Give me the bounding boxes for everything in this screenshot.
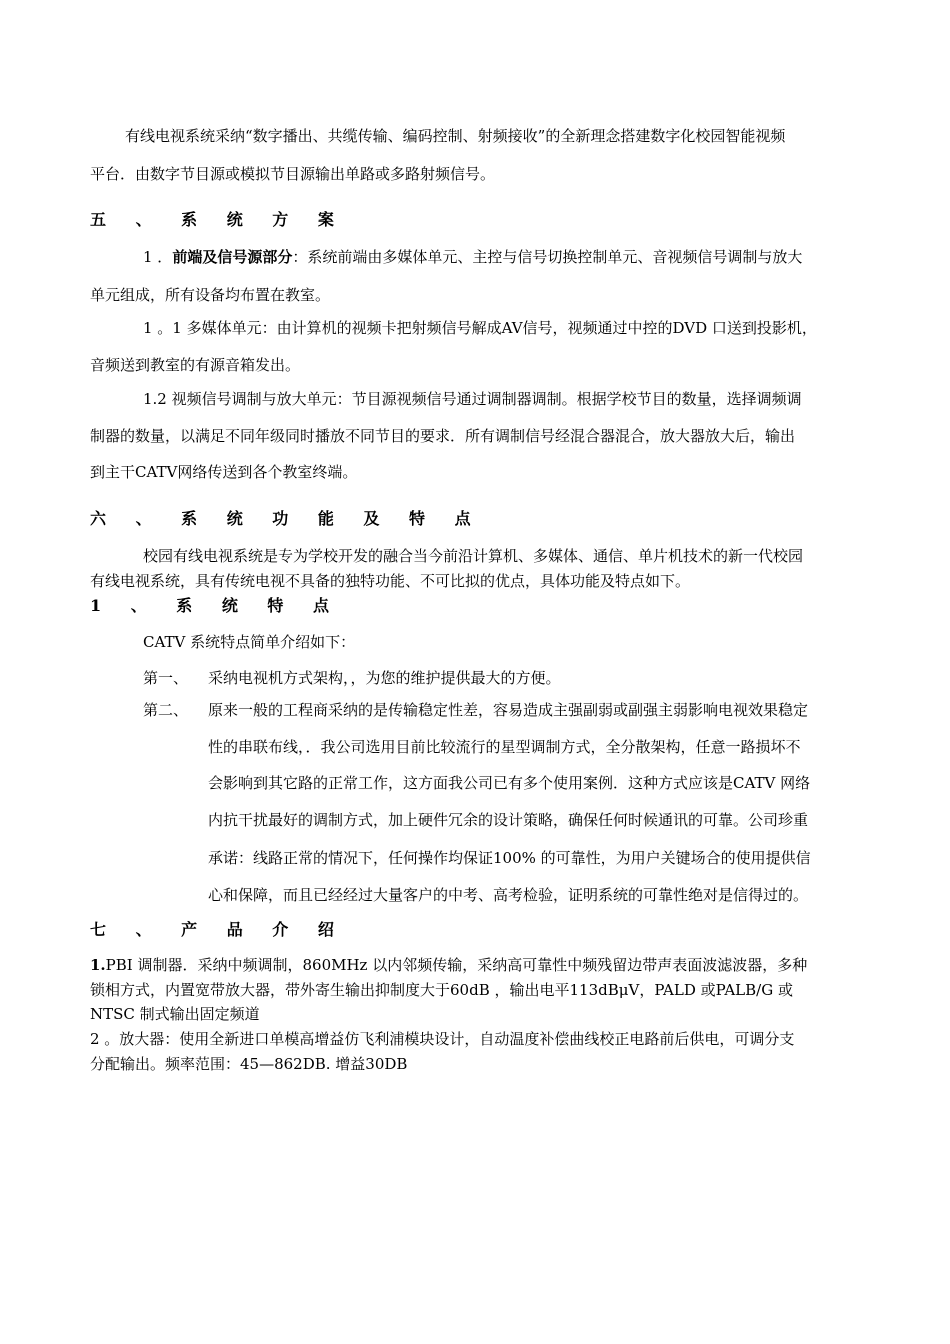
section-6-intro-line-2: 有线电视系统，具有传统电视不具备的独特功能、不可比拟的优点，具体功能及特点如下。 [90, 572, 691, 590]
product-number: 1. [90, 956, 106, 974]
item-2-line: 原来一般的工程商采纳的是传输稳定性差，容易造成主强副弱或副强主弱影响电视效果稳定 [208, 701, 809, 719]
section-5-para-3-line-1: 1.2 视频信号调制与放大单元：节目源视频信号通过调制器调制。根据学校节目的数量，选择调频调 [143, 390, 802, 408]
section-5-para-3-line-3: 到主干CATV网络传送到各个教室终端。 [90, 463, 358, 481]
section-6-intro-line-1: 校园有线电视系统是专为学校开发的融合当今前沿计算机、多媒体、通信、单片机技术的新一代校园 [143, 547, 804, 565]
product-1-line-2: 锁相方式，内置宽带放大器，带外寄生输出抑制度大于60dB ，输出电平113dBμV，PALD 或PALB/G 或 [90, 981, 793, 999]
section-6-heading: 六 、 系 统 功 能 及 特 点 [90, 509, 483, 528]
section-7-heading: 七 、 产 品 介 绍 [90, 920, 346, 939]
section-5-para-2-line-1: 1 。1 多媒体单元：由计算机的视频卡把射频信号解成AV信号，视频通过中控的DVD 口送到投影机， [143, 319, 817, 337]
item-1-text: 采纳电视机方式架构，，为您的维护提供最大的方便。 [208, 669, 561, 687]
section-5-para-1-line-1 [143, 247, 802, 267]
item-2-label: 第二、 [143, 701, 189, 719]
product-1-line-1 [90, 955, 807, 975]
catv-intro: CATV 系统特点简单介绍如下： [143, 633, 356, 651]
product-2-line-2: 分配输出。频率范围：45—862DB. 增益30DB [90, 1055, 408, 1073]
product-text: PBI 调制器．采纳中频调制，860MHz 以内邻频传输，采纳高可靠性中频残留边带声表面波滤波器，多种 [105, 956, 808, 974]
product-2-line-1: 2 。放大器：使用全新进口单模高增益仿飞利浦模块设计，自动温度补偿曲线校正电路前后供电，可调分支 [90, 1030, 795, 1048]
product-1-line-3: NTSC 制式输出固定频道 [90, 1005, 260, 1023]
section-5-para-3-line-2: 制器的数量，以满足不同年级同时播放不同节目的要求．所有调制信号经混合器混合，放大器放大后，输出 [90, 427, 796, 445]
item-1-label: 第一、 [143, 669, 189, 687]
para-number: 1 ． [143, 248, 173, 266]
item-2-line: 承诺：线路正常的情况下，任何操作均保证100% 的可靠性，为用户关键场合的使用提供信 [208, 849, 811, 867]
subsection-heading: 1 、 系 统 特 点 [90, 596, 341, 615]
section-5-heading: 五 、 系 统 方 案 [90, 210, 346, 229]
intro-line-2: 平台．由数字节目源或模拟节目源输出单路或多路射频信号。 [90, 165, 496, 183]
item-2-line: 性的串联布线，．我公司选用目前比较流行的星型调制方式，全分散架构，任意一路损坏不 [208, 738, 801, 756]
item-2-line: 内抗干扰最好的调制方式，加上硬件冗余的设计策略，确保任何时候通讯的可靠。公司珍重 [208, 811, 809, 829]
bold-term: 前端及信号源部分 [172, 248, 293, 266]
section-5-para-2-line-2: 音频送到教室的有源音箱发出。 [90, 356, 301, 374]
intro-line-1: 有线电视系统采纳“数字播出、共缆传输、编码控制、射频接收”的全新理念搭建数字化校园智能视频 [125, 127, 786, 145]
item-2-line: 心和保障，而且已经经过大量客户的中考、高考检验，证明系统的可靠性绝对是信得过的。 [208, 886, 809, 904]
para-text: ：系统前端由多媒体单元、主控与信号切换控制单元、音视频信号调制与放大 [292, 248, 803, 266]
item-2-line: 会影响到其它路的正常工作，这方面我公司已有多个使用案例．这种方式应该是CATV 网络 [208, 774, 811, 792]
section-5-para-1-line-2: 单元组成，所有设备均布置在教室。 [90, 286, 331, 304]
